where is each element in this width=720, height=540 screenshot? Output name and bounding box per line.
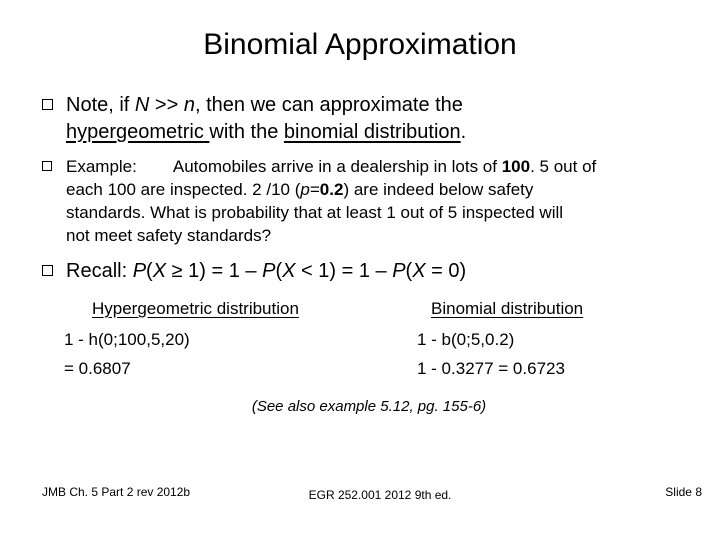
lot-size: 100 xyxy=(501,157,531,176)
recall-text: = 0) xyxy=(425,260,467,282)
note-text: . xyxy=(460,121,467,143)
note-text: Note, if xyxy=(66,94,135,116)
slide-title: Binomial Approximation xyxy=(203,28,517,61)
footer-left: JMB Ch. 5 Part 2 rev 2012b xyxy=(42,485,191,499)
bullet-note xyxy=(42,92,682,146)
bullet-recall xyxy=(42,258,682,285)
example-text: = xyxy=(309,180,320,199)
var-X: X xyxy=(282,260,296,282)
note-text: , then we can approximate the xyxy=(194,94,463,116)
hypergeometric-heading: Hypergeometric distribution xyxy=(92,299,299,318)
recall-text: Recall: xyxy=(66,260,133,282)
recall-text: ( xyxy=(405,260,413,282)
var-X: X xyxy=(152,260,167,282)
example-text: . 5 out of xyxy=(530,157,597,176)
var-n: n xyxy=(183,94,195,116)
hypergeometric-term: hypergeometric xyxy=(66,121,210,143)
note-text: with the xyxy=(209,121,284,143)
example-line-4: not meet safety standards? xyxy=(66,226,272,245)
var-P: P xyxy=(132,260,147,282)
square-bullet-icon xyxy=(42,265,53,276)
footer-center: EGR 252.001 2012 9th ed. xyxy=(308,488,452,502)
example-line-1 xyxy=(66,155,702,178)
note-line-2 xyxy=(66,119,682,146)
var-N: N xyxy=(134,94,150,116)
var-p: p xyxy=(300,180,310,199)
hypergeometric-result: = 0.6807 xyxy=(64,359,131,378)
square-bullet-icon xyxy=(42,161,52,171)
example-line-2 xyxy=(66,178,702,201)
slide-number: Slide 8 xyxy=(665,485,702,499)
reference-note: (See also example 5.12, pg. 155-6) xyxy=(251,398,487,415)
example-text: Automobiles arrive in a dealership in lots of xyxy=(172,157,502,176)
recall-line xyxy=(66,258,682,285)
recall-text: < 1) = 1 – xyxy=(295,260,393,282)
bullet-example xyxy=(42,155,702,247)
note-text: >> xyxy=(149,94,184,116)
example-label: Example: xyxy=(66,157,137,176)
example-text: each 100 are inspected. 2 /10 ( xyxy=(66,180,301,199)
p-value: 0.2 xyxy=(319,180,344,199)
recall-text: ( xyxy=(275,260,283,282)
binomial-heading: Binomial distribution xyxy=(431,299,584,318)
note-line-1 xyxy=(66,92,682,119)
recall-text: ≥ 1) = 1 – xyxy=(166,260,263,282)
binomial-term: binomial distribution xyxy=(283,121,461,143)
var-P: P xyxy=(262,260,276,282)
binomial-expression: 1 - b(0;5,0.2) xyxy=(417,330,515,349)
example-line-3: standards. What is probability that at least 1 out of 5 inspected will xyxy=(66,203,564,222)
example-text: ) are indeed below safety xyxy=(343,180,534,199)
recall-text: ( xyxy=(146,260,153,282)
var-X: X xyxy=(412,260,426,282)
hypergeometric-expression: 1 - h(0;100,5,20) xyxy=(64,330,190,349)
var-P: P xyxy=(392,260,406,282)
binomial-result: 1 - 0.3277 = 0.6723 xyxy=(417,359,565,378)
square-bullet-icon xyxy=(42,99,53,110)
